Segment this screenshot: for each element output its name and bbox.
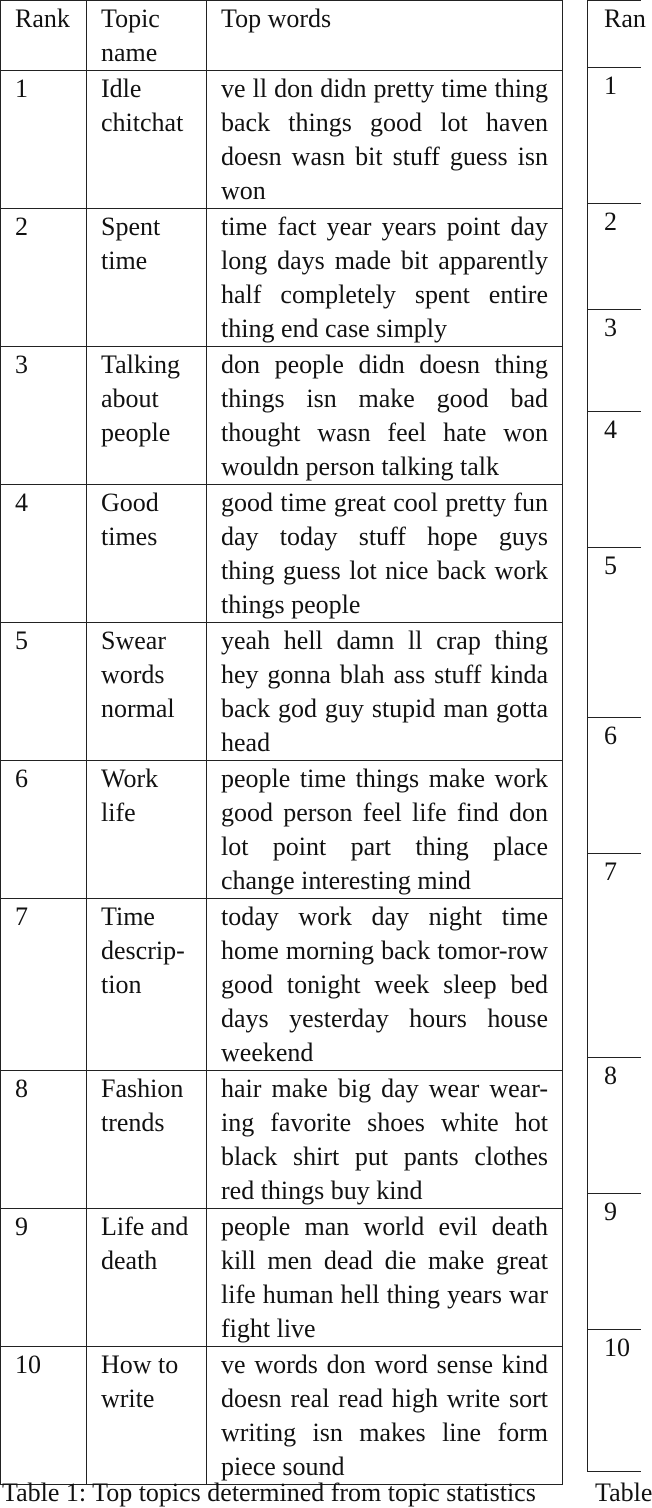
top-words-cell: don people didn doesn thing things isn make good bad thought wasn feel hate won wouldn person talking talk [207,347,563,485]
adjacent-table-bottom-rule [588,1471,641,1472]
table-row [1,899,563,1071]
adjacent-table-row: 3 [588,309,641,412]
table-row [1,623,563,761]
adjacent-table-row: 2 [588,203,641,310]
topic-name-cell: Life and death [87,1209,207,1347]
adjacent-table-fragment [587,0,646,1472]
topic-name-cell: Talking about people [87,347,207,485]
top-words-cell: today work day night time home morning back tomor-row good tonight week sleep bed days yesterday hours house weekend [207,899,563,1071]
topic-name-cell: How to write [87,1347,207,1485]
top-words-cell: hair make big day wear wear-ing favorite shoes white hot black shirt put pants clothes red things buy kind [207,1071,563,1209]
rank-cell: 4 [1,485,87,623]
topic-name-cell: Idle chitchat [87,71,207,209]
topic-name-cell: Swear words normal [87,623,207,761]
table-caption: Table 1: Top topics determined from topic statistics [2,1478,536,1507]
adjacent-table-row: 8 [588,1057,641,1194]
adjacent-table-header: Ran [604,4,646,33]
top-words-cell: people time things make work good person feel life find don lot point part thing place change interesting mind [207,761,563,899]
adjacent-table-row: 1 [588,67,641,204]
top-words-cell: ve words don word sense kind doesn real read high write sort writing isn makes line form piece sound [207,1347,563,1485]
header-topic-name: Topic name [87,1,207,71]
rank-cell: 3 [1,347,87,485]
topic-name-cell: Spent time [87,209,207,347]
table-row [1,71,563,209]
adjacent-table-row: 7 [588,853,641,1058]
rank-cell: 5 [1,623,87,761]
table-row [1,347,563,485]
topic-name-cell: Work life [87,761,207,899]
table-row [1,1347,563,1485]
table-header-row [1,1,563,71]
header-top-words: Top words [207,1,563,71]
table-row [1,485,563,623]
topic-name-cell: Time descrip-tion [87,899,207,1071]
topic-name-cell: Fashion trends [87,1071,207,1209]
rank-cell: 9 [1,1209,87,1347]
rank-cell: 6 [1,761,87,899]
header-rank: Rank [1,1,87,71]
top-words-cell: people man world evil death kill men dead die make great life human hell thing years war fight live [207,1209,563,1347]
table-row [1,209,563,347]
topic-name-cell: Good times [87,485,207,623]
adjacent-table-row: 6 [588,717,641,854]
top-words-cell: yeah hell damn ll crap thing hey gonna blah ass stuff kinda back god guy stupid man gotta head [207,623,563,761]
adjacent-table-row: 9 [588,1193,641,1330]
adjacent-table-row: 4 [588,411,641,548]
rank-cell: 8 [1,1071,87,1209]
rank-cell: 10 [1,1347,87,1485]
adjacent-table-caption: Table [595,1478,652,1507]
rank-cell: 2 [1,209,87,347]
table-row [1,1209,563,1347]
table-row [1,1071,563,1209]
top-words-cell: ve ll don didn pretty time thing back things good lot haven doesn wasn bit stuff guess isn won [207,71,563,209]
table-row [1,761,563,899]
adjacent-table-row: 10 [588,1329,641,1472]
rank-cell: 7 [1,899,87,1071]
top-words-cell: good time great cool pretty fun day today stuff hope guys thing guess lot nice back work things people [207,485,563,623]
table-body [1,71,563,1485]
rank-cell: 1 [1,71,87,209]
adjacent-table-row: 5 [588,547,641,718]
top-words-cell: time fact year years point day long days made bit apparently half completely spent entire thing end case simply [207,209,563,347]
